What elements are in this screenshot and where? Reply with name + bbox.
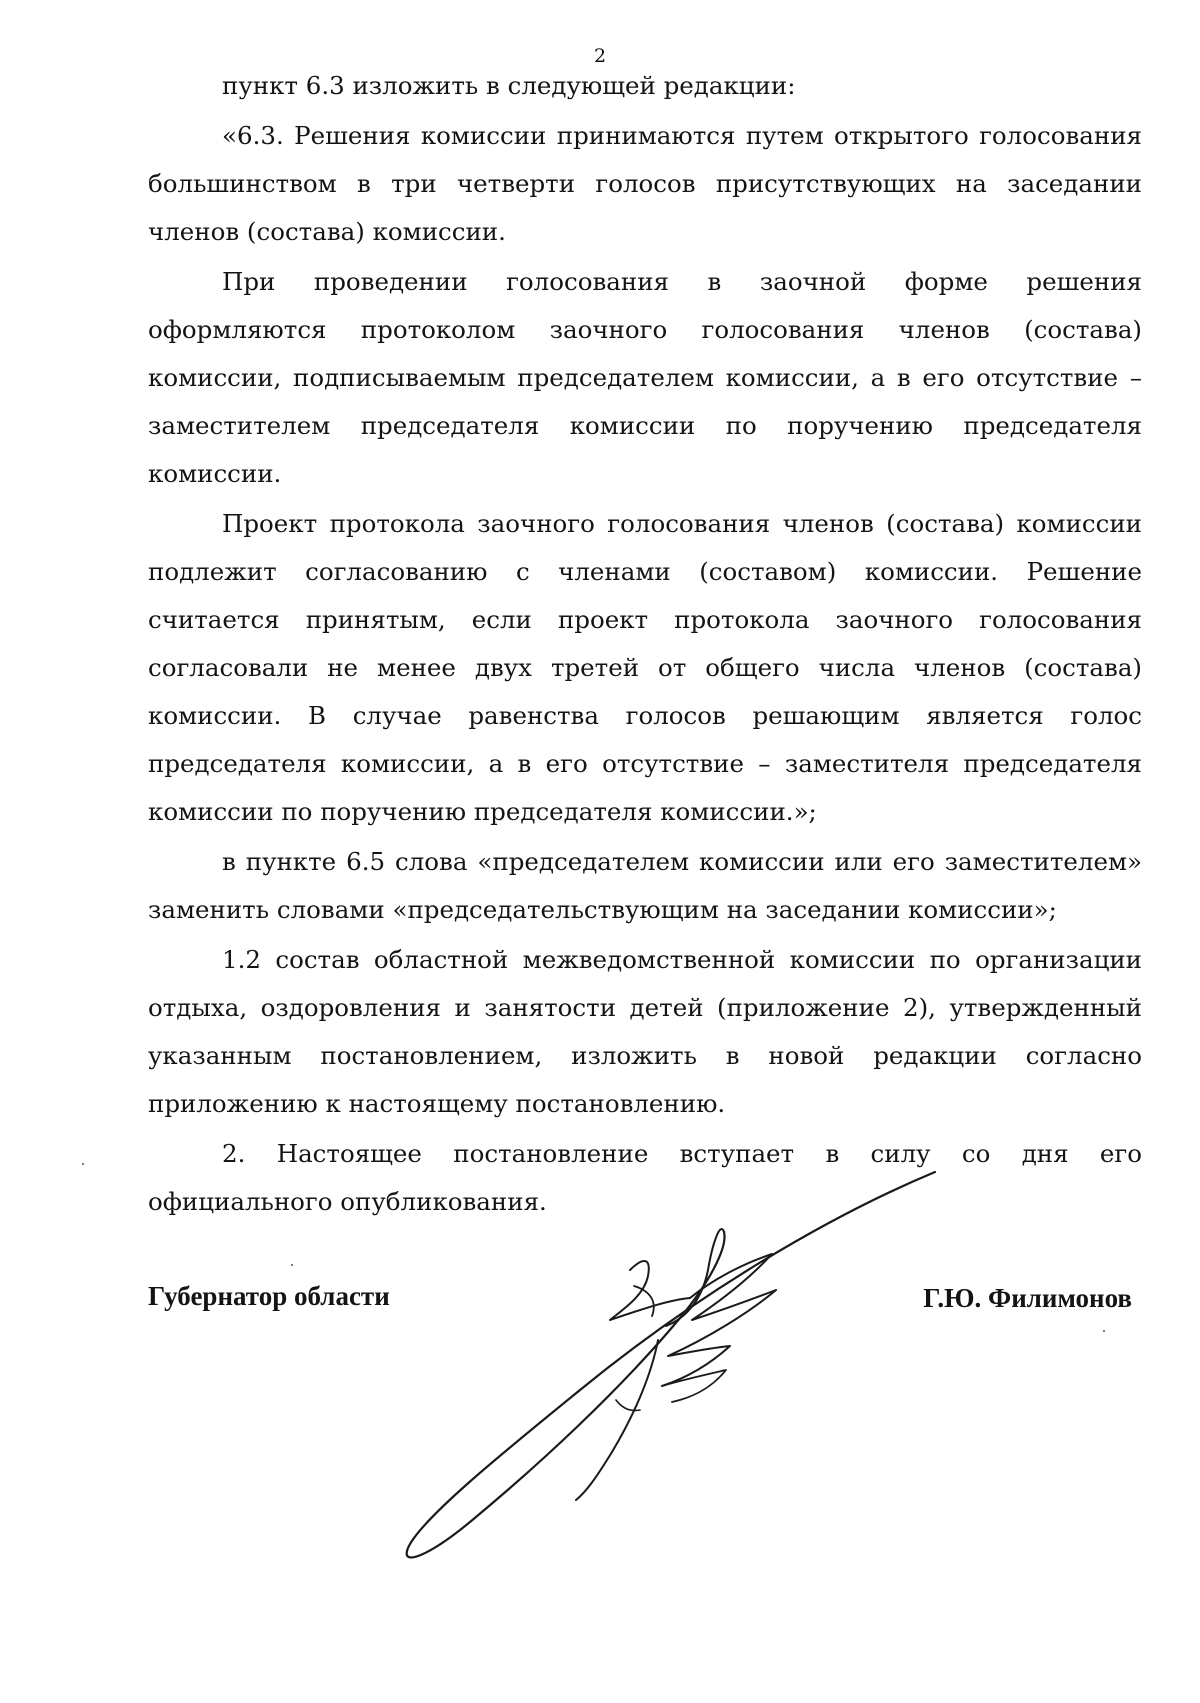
- page-number: 2: [593, 45, 607, 67]
- paragraph-clause-6-3: «6.3. Решения комиссии принимаются путем открытого голосования большинством в три четверти голосов присутствующих на заседании членов (состава) комиссии.: [148, 121, 1142, 246]
- signer-name: Г.Ю. Филимонов: [923, 1283, 1132, 1313]
- document-body: [148, 62, 1142, 1226]
- paragraph-absentee-voting: При проведении голосования в заочной форме решения оформляются протоколом заочного голосования членов (состава) комиссии, подписываемым председателем комиссии, а в его отсутствие – заместителем председателя комиссии по поручению председателя комиссии.: [148, 267, 1142, 488]
- paragraph-protocol-approval: Проект протокола заочного голосования членов (состава) комиссии подлежит согласованию с членами (составом) комиссии. Решение считается принятым, если проект протокола заочного голосования согласовали не менее двух третей от общего числа членов (состава) комиссии. В случае равенства голосов решающим является голос председателя комиссии, а в его отсутствие – заместителя председателя комиссии по поручению председателя комиссии.»;: [148, 509, 1142, 826]
- paragraph-effective-date: 2. Настоящее постановление вступает в силу со дня его официального опубликования.: [148, 1139, 1142, 1216]
- handwritten-signature: [390, 1150, 950, 1560]
- scan-speck: [82, 1163, 84, 1165]
- signer-title: Губернатор области: [148, 1281, 390, 1311]
- paragraph-clause-6-5: в пункте 6.5 слова «председателем комиссии или его заместителем» заменить словами «председательствующим на заседании комиссии»;: [148, 847, 1142, 924]
- scan-speck: [291, 1264, 293, 1266]
- paragraph-intro: пункт 6.3 изложить в следующей редакции:: [222, 71, 796, 100]
- paragraph-commission-composition: 1.2 состав областной межведомственной комиссии по организации отдыха, оздоровления и занятости детей (приложение 2), утвержденный указанным постановлением, изложить в новой редакции согласно приложению к настоящему постановлению.: [148, 945, 1142, 1118]
- scan-speck: [1103, 1330, 1105, 1332]
